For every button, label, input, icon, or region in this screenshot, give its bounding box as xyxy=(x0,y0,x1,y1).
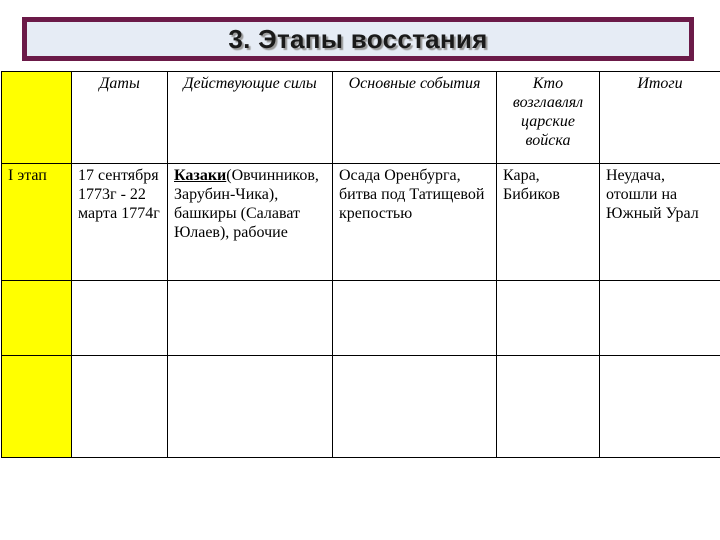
header-leaders: Кто возглавлял царские войска xyxy=(497,72,600,164)
header-dates: Даты xyxy=(72,72,168,164)
page-title: 3. Этапы восстания xyxy=(228,23,488,54)
forces-cell xyxy=(168,164,333,281)
dates-cell: 17 сентября 1773г - 22 марта 1774г xyxy=(72,164,168,281)
table-row xyxy=(2,356,720,458)
events-cell: Осада Оренбурга, битва под Татищевой крепостью xyxy=(333,164,497,281)
stage-label xyxy=(2,356,72,458)
header-forces: Действующие силы xyxy=(168,72,333,164)
dates-cell xyxy=(72,281,168,356)
results-cell xyxy=(600,281,720,356)
header-results: Итоги xyxy=(600,72,720,164)
forces-cell xyxy=(168,356,333,458)
results-cell xyxy=(600,356,720,458)
events-cell xyxy=(333,281,497,356)
table-header-row xyxy=(2,72,720,164)
leaders-cell xyxy=(497,356,600,458)
uprising-stages-table xyxy=(1,71,720,458)
stage-label xyxy=(2,281,72,356)
events-cell xyxy=(333,356,497,458)
stage-label: I этап xyxy=(2,164,72,281)
title-banner xyxy=(22,17,694,61)
header-stage xyxy=(2,72,72,164)
results-cell: Неудача, отошли на Южный Урал xyxy=(600,164,720,281)
table-row xyxy=(2,164,720,281)
header-events: Основные события xyxy=(333,72,497,164)
leaders-cell xyxy=(497,281,600,356)
leaders-cell: Кара, Бибиков xyxy=(497,164,600,281)
forces-cell xyxy=(168,281,333,356)
forces-emphasis: Казаки xyxy=(174,167,227,184)
dates-cell xyxy=(72,356,168,458)
table-row xyxy=(2,281,720,356)
forces-text: (Овчинников, Зарубин-Чика), башкиры (Салават Юлаев), рабочие xyxy=(174,167,319,241)
